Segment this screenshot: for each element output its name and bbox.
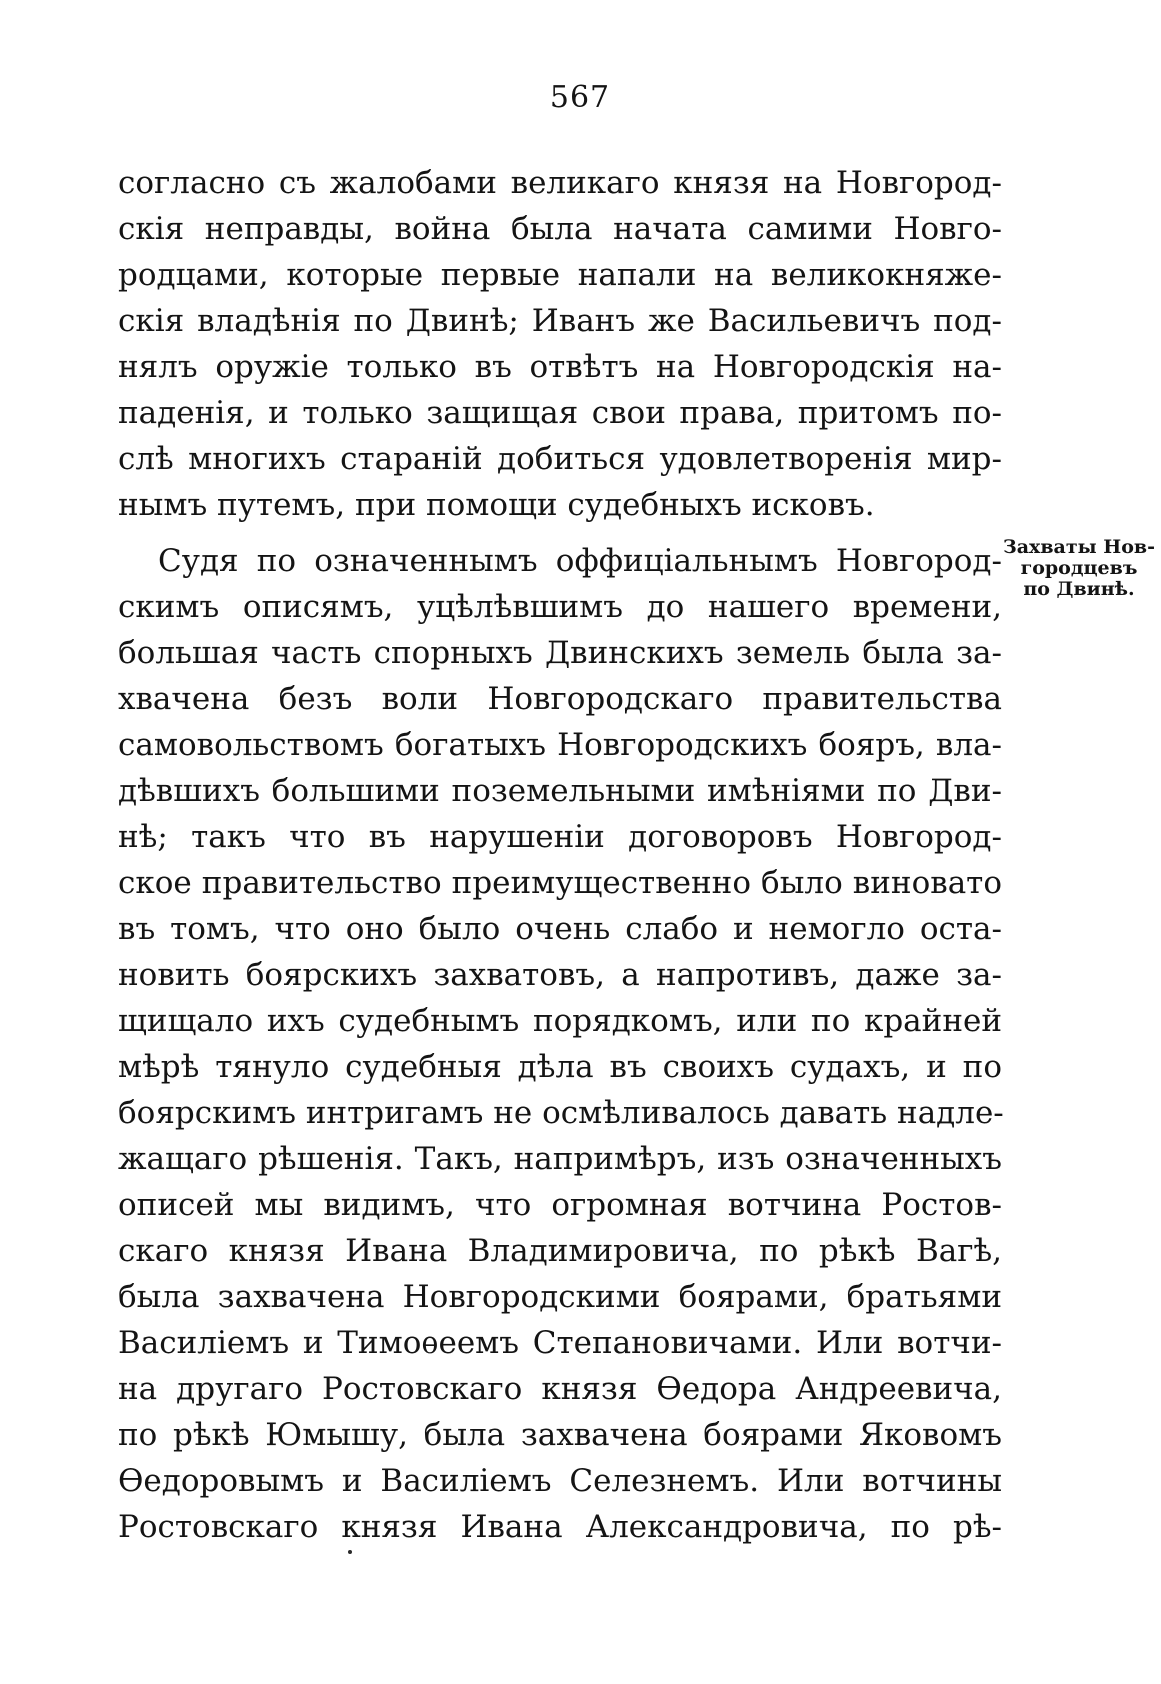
text-line: дѣвшихъ большими поземельными имѣніями по Дви- bbox=[118, 773, 1002, 809]
text-line: нялъ оружіе только въ отвѣтъ на Новгородскія на- bbox=[118, 349, 1002, 385]
page-number: 567 bbox=[549, 80, 611, 115]
text-line: мѣрѣ тянуло судебныя дѣла въ своихъ судахъ, и по bbox=[118, 1049, 1002, 1085]
text-line: по рѣкѣ Юмышу, была захвачена боярами Яковомъ bbox=[118, 1417, 1002, 1453]
text-line: слѣ многихъ стараній добиться удовлетворенія мир- bbox=[118, 441, 1002, 477]
text-line: Василіемъ и Тимоѳеемъ Степановичами. Или вотчи- bbox=[118, 1325, 1002, 1361]
text-line: родцами, которые первые напали на великокняже- bbox=[118, 257, 1002, 293]
text-line: Судя по означеннымъ оффиціальнымъ Новгород- bbox=[158, 543, 1002, 579]
text-line: боярскимъ интригамъ не осмѣливалось давать надле- bbox=[118, 1095, 1004, 1131]
text-line: скія неправды, война была начата самими Новго- bbox=[118, 211, 1002, 247]
text-line: Ѳедоровымъ и Василіемъ Селезнемъ. Или вотчины bbox=[118, 1463, 1002, 1499]
text-line: въ томъ, что оно было очень слабо и немогло оста- bbox=[118, 911, 1002, 947]
marginal-note-line: Захваты Нов- bbox=[1003, 536, 1155, 558]
text-line: ское правительство преимущественно было виновато bbox=[118, 865, 1002, 901]
paragraph-spacer bbox=[118, 528, 1002, 538]
text-line: описей мы видимъ, что огромная вотчина Ростов- bbox=[118, 1187, 1002, 1223]
text-line: скія владѣнія по Двинѣ; Иванъ же Васильевичъ под- bbox=[118, 303, 1002, 339]
paragraph-1 bbox=[118, 160, 1002, 528]
text-line: нымъ путемъ, при помощи судебныхъ исковъ. bbox=[118, 487, 875, 523]
marginal-note-line: городцевъ bbox=[1020, 557, 1138, 579]
print-speck bbox=[348, 1550, 352, 1554]
text-line: была захвачена Новгородскими боярами, братьями bbox=[118, 1279, 1002, 1315]
marginal-note-line: по Двинѣ. bbox=[1023, 578, 1135, 600]
text-line: согласно съ жалобами великаго князя на Новгород- bbox=[118, 165, 1002, 201]
text-line: щищало ихъ судебнымъ порядкомъ, или по крайней bbox=[118, 1003, 1002, 1039]
text-line: Ростовскаго князя Ивана Александровича, по рѣ- bbox=[118, 1509, 1002, 1545]
text-line: скимъ описямъ, уцѣлѣвшимъ до нашего времени, bbox=[118, 589, 1002, 625]
text-line: жащаго рѣшенія. Такъ, напримѣръ, изъ означенныхъ bbox=[118, 1141, 1002, 1177]
main-text bbox=[118, 160, 1002, 1550]
text-line: паденія, и только защищая свои права, притомъ по- bbox=[118, 395, 1002, 431]
text-line: на другаго Ростовскаго князя Ѳедора Андреевича, bbox=[118, 1371, 1002, 1407]
text-line: хвачена безъ воли Новгородскаго правительства bbox=[118, 681, 1002, 717]
text-line: самовольствомъ богатыхъ Новгородскихъ бояръ, вла- bbox=[118, 727, 1002, 763]
text-line: большая часть спорныхъ Двинскихъ земель была за- bbox=[118, 635, 1002, 671]
text-line: нѣ; такъ что въ нарушеніи договоровъ Новгород- bbox=[118, 819, 1002, 855]
marginal-note bbox=[1000, 537, 1158, 600]
text-line: скаго князя Ивана Владимировича, по рѣкѣ Вагѣ, bbox=[118, 1233, 1002, 1269]
text-line: новить боярскихъ захватовъ, а напротивъ, даже за- bbox=[118, 957, 1002, 993]
paragraph-2 bbox=[118, 538, 1002, 1550]
